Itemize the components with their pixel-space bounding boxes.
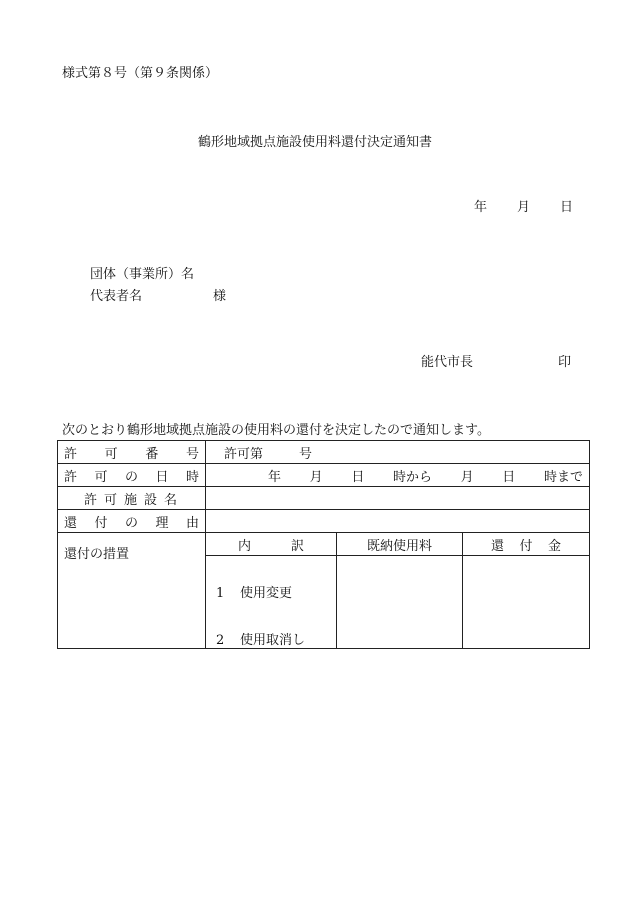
issue-date (474, 201, 573, 214)
document-title: 鶴形地域拠点施設使用料還付決定通知書 (197, 135, 432, 150)
intro-text: 次のとおり鶴形地域拠点施設の使用料の還付を決定したので通知します。 (62, 423, 490, 438)
honorific: 様 (213, 289, 227, 304)
permit-number-row (58, 441, 590, 464)
permit-date-label: 許 可 の 日 時 (58, 464, 206, 487)
reason-label: 還 付 の 理 由 (58, 510, 206, 533)
breakdown-item: 1 使用変更 (216, 586, 293, 601)
refund-table (57, 440, 590, 649)
measure-label: 還付の措置 (58, 533, 206, 649)
col-paid: 既納使用料 (337, 533, 463, 556)
refund-amount-value (463, 556, 590, 649)
reason-row (58, 510, 590, 533)
facility-label: 許 可 施 設 名 (58, 487, 206, 510)
date-day: 日 (560, 200, 574, 215)
breakdown-items (206, 556, 337, 649)
seal-label: 印 (558, 355, 572, 370)
mayor-label: 能代市長 (421, 355, 474, 370)
facility-value (206, 487, 590, 510)
permit-date-row (58, 464, 590, 487)
permit-date-value: 年 月 日 時から 月 日 時まで (206, 464, 590, 487)
permit-number-label: 許 可 番 号 (58, 441, 206, 464)
reason-value (206, 510, 590, 533)
measure-header-row (58, 533, 590, 556)
form-number: 様式第８号（第９条関係） (62, 66, 219, 81)
date-year: 年 (474, 200, 488, 215)
date-month: 月 (517, 200, 531, 215)
facility-row (58, 487, 590, 510)
breakdown-item: 2 使用取消し (216, 633, 306, 648)
col-refund: 還 付 金 (463, 533, 590, 556)
col-breakdown: 内 訳 (206, 533, 337, 556)
paid-fee-value (337, 556, 463, 649)
group-name-label: 団体（事業所）名 (90, 267, 195, 282)
permit-number-value: 許可第 号 (206, 441, 590, 464)
representative-label: 代表者名 (90, 289, 143, 304)
